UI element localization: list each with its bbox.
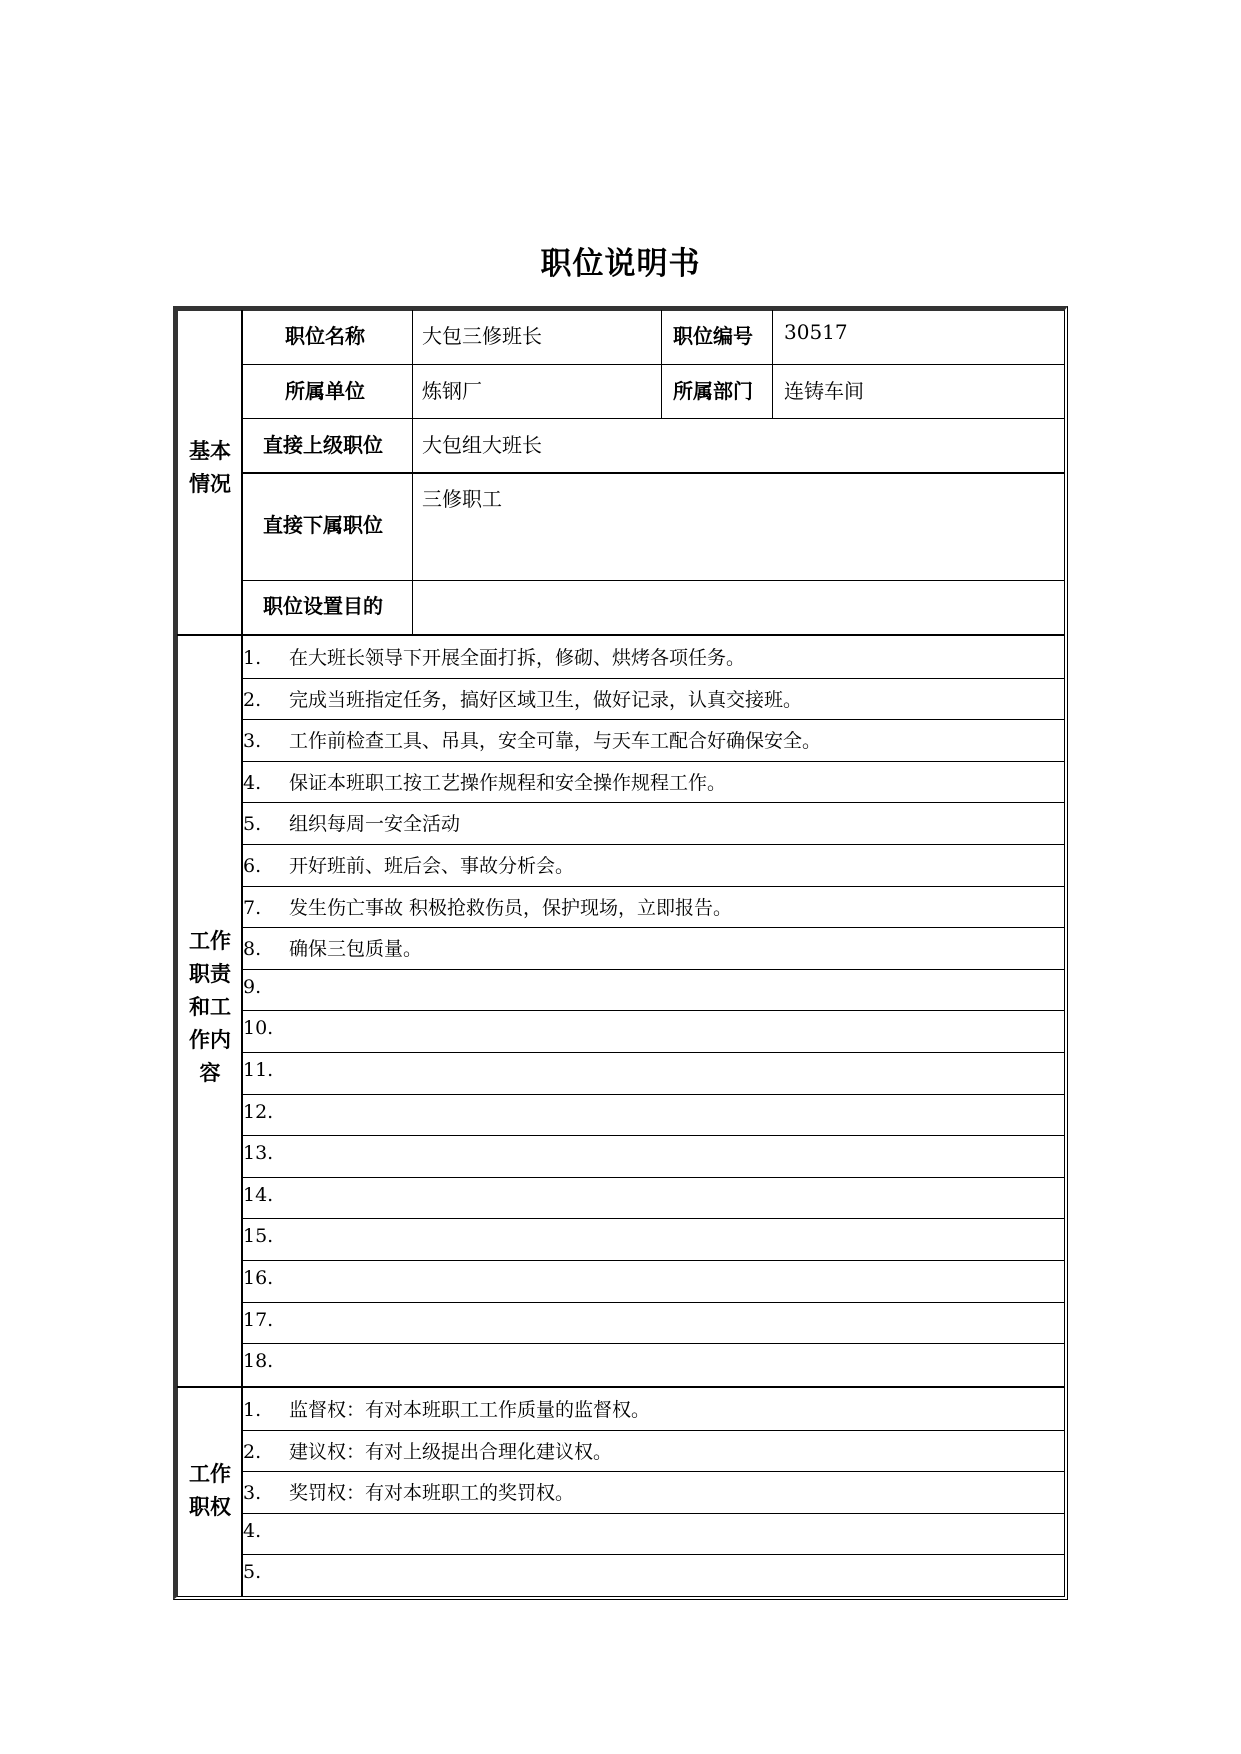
list-item-text: 保证本班职工按工艺操作规程和安全操作规程工作。: [289, 771, 727, 794]
row-divider: [243, 1513, 1064, 1514]
superior-label: 直接上级职位: [263, 433, 383, 457]
row-divider: [243, 927, 1064, 928]
list-item-number: 6.: [243, 855, 262, 877]
list-item-number: 13.: [243, 1142, 274, 1165]
section-label-authority: [179, 1458, 241, 1524]
list-item: [243, 685, 802, 712]
list-item-number: 12.: [243, 1100, 274, 1123]
list-item-number: 10.: [243, 1017, 274, 1040]
section-label-line: 职权: [189, 1495, 231, 1519]
list-item: [243, 1225, 289, 1247]
list-item: [243, 1267, 289, 1289]
list-item: [243, 1561, 289, 1583]
list-item-text: 确保三包质量。: [289, 938, 423, 961]
row-divider: [243, 1177, 1064, 1178]
list-item-number: 18.: [243, 1350, 274, 1373]
list-item: [243, 1017, 289, 1039]
row-divider: [243, 1430, 1064, 1431]
list-item: [243, 1309, 289, 1331]
row-divider: [243, 1135, 1064, 1136]
row-divider: [243, 1094, 1064, 1095]
row-divider: [243, 678, 1064, 679]
list-item-number: 2.: [243, 1440, 262, 1463]
list-item-number: 2.: [243, 688, 262, 711]
position-code-label: 职位编号: [673, 324, 753, 348]
purpose-label: 职位设置目的: [263, 594, 383, 618]
list-item: [243, 1142, 289, 1164]
row-divider: [243, 802, 1064, 803]
superior-value: 大包组大班长: [422, 433, 542, 457]
row-divider: [243, 418, 1064, 419]
section-divider-line: [177, 1386, 1064, 1388]
list-item-text: 建议权：有对上级提出合理化建议权。: [289, 1440, 613, 1463]
list-item-text: 在大班长领导下开展全面打拆，修砌、烘烤各项任务。: [289, 647, 746, 669]
list-item: [243, 1059, 289, 1081]
list-item-number: 7.: [243, 896, 262, 919]
list-item-number: 3.: [243, 730, 262, 753]
row-divider: [243, 886, 1064, 887]
list-item-number: 8.: [243, 938, 262, 961]
section-label-line: 工作: [189, 1462, 231, 1486]
section-label-line: 职责: [189, 962, 231, 986]
list-item: [243, 1350, 289, 1372]
list-item: [243, 851, 574, 878]
list-item-number: 3.: [243, 1482, 262, 1505]
list-item-number: 4.: [243, 771, 262, 794]
page-title: 职位说明书: [540, 246, 701, 282]
row-divider: [243, 844, 1064, 845]
row-divider: [243, 1302, 1064, 1303]
row-divider: [243, 1554, 1064, 1555]
list-item: [243, 934, 422, 961]
list-item: [243, 1395, 650, 1422]
section-label-line: 和工: [189, 995, 231, 1019]
list-item-text: 开好班前、班后会、事故分析会。: [289, 855, 575, 877]
section-label-line: 作内: [189, 1028, 231, 1052]
position-name-label: 职位名称: [285, 324, 365, 348]
list-item-number: 1.: [243, 1399, 262, 1421]
list-item-text: 工作前检查工具、吊具，安全可靠，与天车工配合好确保安全。: [289, 730, 822, 753]
list-item-text: 组织每周一安全活动: [289, 813, 461, 836]
list-item: [243, 1520, 289, 1542]
subordinate-value: 三修职工: [422, 487, 502, 511]
section-label-line: 容: [199, 1061, 221, 1085]
col-divider: [772, 310, 773, 418]
position-name-value: 大包三修班长: [422, 324, 542, 348]
section-label-line: 工作: [189, 929, 231, 953]
col-divider: [661, 310, 662, 418]
list-item-number: 17.: [243, 1308, 274, 1331]
row-divider: [243, 719, 1064, 720]
department-label: 所属部门: [673, 379, 753, 403]
list-item-number: 9.: [243, 975, 262, 998]
row-divider: [243, 1260, 1064, 1261]
list-item: [243, 809, 460, 836]
row-divider: [243, 1343, 1064, 1344]
list-item-number: 1.: [243, 647, 262, 669]
row-divider: [243, 580, 1064, 581]
list-item-number: 15.: [243, 1225, 274, 1248]
list-item: [243, 768, 726, 795]
row-divider: [243, 1471, 1064, 1472]
row-divider: [243, 472, 1064, 474]
list-item: [243, 893, 732, 920]
list-item-text: 发生伤亡事故 积极抢救伤员，保护现场，立即报告。: [289, 896, 733, 919]
section-label-duties: [179, 925, 241, 1090]
list-item: [243, 1184, 289, 1206]
list-item-number: 5.: [243, 1561, 262, 1584]
list-item-text: 监督权：有对本班职工工作质量的监督权。: [289, 1399, 651, 1421]
list-item: [243, 643, 745, 670]
list-item-number: 16.: [243, 1267, 274, 1289]
row-divider: [243, 969, 1064, 970]
list-item: [243, 1478, 574, 1505]
col-divider: [412, 310, 413, 634]
list-item: [243, 976, 289, 998]
list-item: [243, 1101, 289, 1123]
section-label-basic: 基本 情况: [189, 439, 231, 496]
list-item-number: 5.: [243, 813, 262, 836]
department-value: 连铸车间: [784, 379, 864, 403]
list-item: [243, 726, 821, 753]
unit-value: 炼钢厂: [422, 379, 482, 403]
list-item-number: 11.: [243, 1059, 274, 1081]
list-item-text: 奖罚权：有对本班职工的奖罚权。: [289, 1482, 575, 1505]
list-item-text: 完成当班指定任务，搞好区域卫生，做好记录，认真交接班。: [289, 688, 803, 711]
row-divider: [243, 761, 1064, 762]
section-divider-line: [177, 634, 1064, 636]
row-divider: [243, 1218, 1064, 1219]
row-divider: [243, 1052, 1064, 1053]
list-item-number: 14.: [243, 1183, 274, 1206]
list-item-number: 4.: [243, 1519, 262, 1542]
unit-label: 所属单位: [285, 379, 365, 403]
position-code-value: 30517: [784, 320, 848, 344]
list-item: [243, 1437, 612, 1464]
subordinate-label: 直接下属职位: [263, 513, 383, 537]
row-divider: [243, 364, 1064, 365]
row-divider: [243, 1010, 1064, 1011]
